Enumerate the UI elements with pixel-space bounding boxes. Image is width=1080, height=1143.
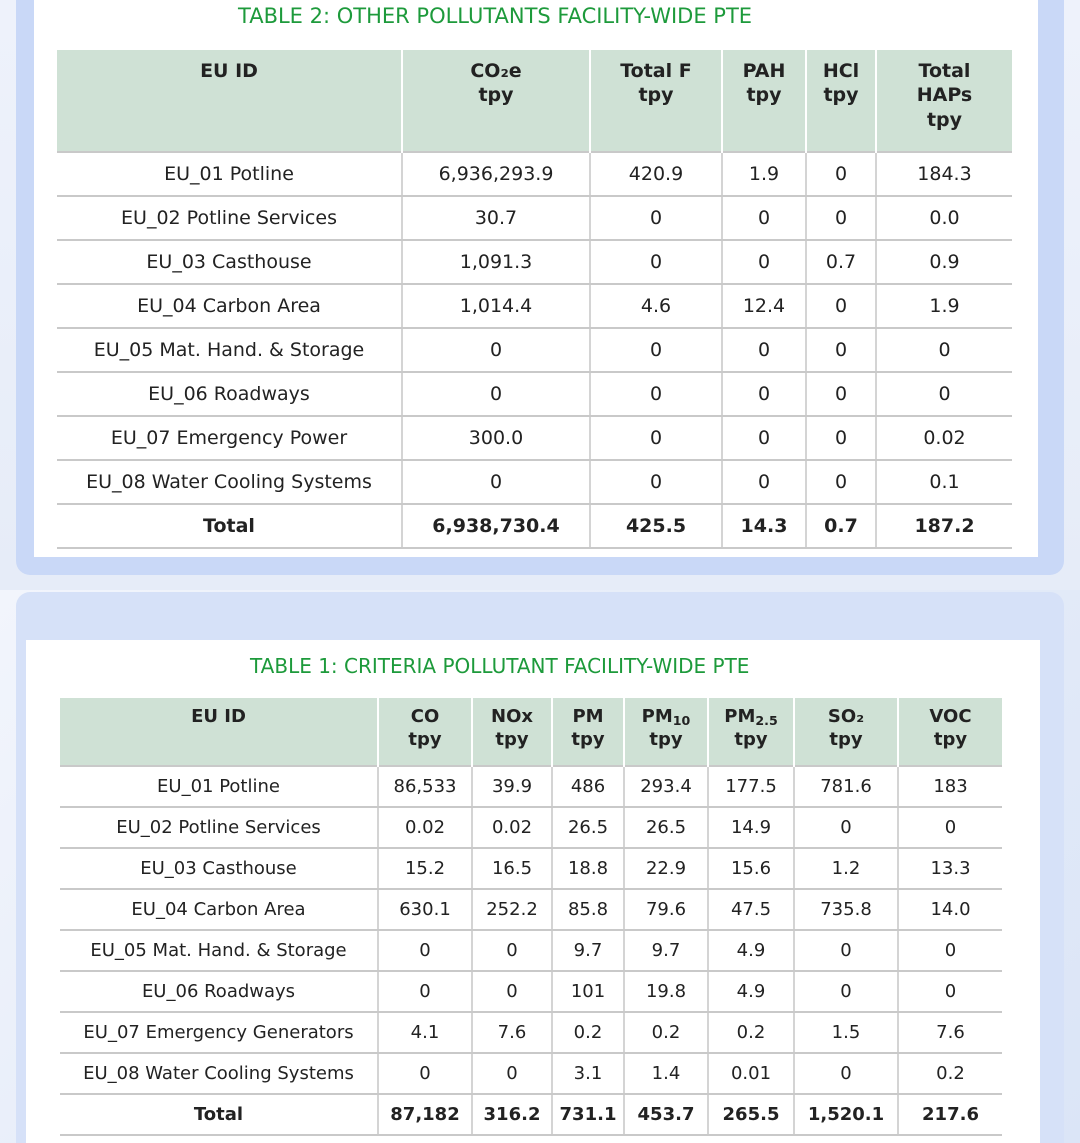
table-row: EU_03 Casthouse 15.2 16.5 18.8 22.9 15.6 1.2 13.3 xyxy=(60,848,1002,889)
table-row: EU_08 Water Cooling Systems 0 0 3.1 1.4 0.01 0 0.2 xyxy=(60,1053,1002,1094)
table-row: EU_07 Emergency Generators 4.1 7.6 0.2 0.2 0.2 1.5 7.6 xyxy=(60,1012,1002,1053)
table1-header-so2: SO₂ tpy xyxy=(794,698,898,766)
table1-total-row: Total 87,182 316.2 731.1 453.7 265.5 1,520.1 217.6 xyxy=(60,1094,1002,1135)
table2-header-eu-id: EU ID xyxy=(57,50,402,152)
table1-title: TABLE 1: CRITERIA POLLUTANT FACILITY-WIDE PTE xyxy=(250,654,750,678)
table1-header-co: CO tpy xyxy=(378,698,472,766)
table2-total-row: Total 6,938,730.4 425.5 14.3 0.7 187.2 xyxy=(57,504,1012,548)
table-row: EU_06 Roadways 0 0 101 19.8 4.9 0 0 xyxy=(60,971,1002,1012)
table-row: EU_02 Potline Services 0.02 0.02 26.5 26.5 14.9 0 0 xyxy=(60,807,1002,848)
table2-title: TABLE 2: OTHER POLLUTANTS FACILITY-WIDE PTE xyxy=(238,4,753,28)
table2-header-hcl: HCl tpy xyxy=(806,50,876,152)
table-row: EU_08 Water Cooling Systems 0 0 0 0 0.1 xyxy=(57,460,1012,504)
table-row: EU_07 Emergency Power 300.0 0 0 0 0.02 xyxy=(57,416,1012,460)
table-row: EU_05 Mat. Hand. & Storage 0 0 0 0 0 xyxy=(57,328,1012,372)
table1-header-nox: NOx tpy xyxy=(472,698,552,766)
table1-criteria-pollutants xyxy=(60,698,1002,1136)
table-row: EU_01 Potline 6,936,293.9 420.9 1.9 0 184.3 xyxy=(57,152,1012,196)
table1-header-voc: VOC tpy xyxy=(898,698,1002,766)
table2-header-co2e: CO₂e tpy xyxy=(402,50,590,152)
table-row: EU_04 Carbon Area 630.1 252.2 85.8 79.6 47.5 735.8 14.0 xyxy=(60,889,1002,930)
table-row: EU_03 Casthouse 1,091.3 0 0 0.7 0.9 xyxy=(57,240,1012,284)
table1-header-pm25: $PM_{2.5}$ tpy xyxy=(708,698,794,766)
table-row: EU_05 Mat. Hand. & Storage 0 0 9.7 9.7 4.9 0 0 xyxy=(60,930,1002,971)
table2-header-total-haps: Total HAPs tpy xyxy=(876,50,1012,152)
table2-header-total-f: Total F tpy xyxy=(590,50,722,152)
table2-header-row xyxy=(57,50,1012,152)
table2-header-pah: PAH tpy xyxy=(722,50,806,152)
table-row: EU_01 Potline 86,533 39.9 486 293.4 177.5 781.6 183 xyxy=(60,766,1002,807)
table-row: EU_02 Potline Services 30.7 0 0 0 0.0 xyxy=(57,196,1012,240)
table1-header-pm: PM tpy xyxy=(552,698,624,766)
table1-header-pm10: $PM_{10}$ tpy xyxy=(624,698,708,766)
table2-other-pollutants xyxy=(57,50,1012,549)
table-row: EU_06 Roadways 0 0 0 0 0 xyxy=(57,372,1012,416)
table-row: EU_04 Carbon Area 1,014.4 4.6 12.4 0 1.9 xyxy=(57,284,1012,328)
table1-header-eu-id: EU ID xyxy=(60,698,378,766)
table1-header-row xyxy=(60,698,1002,766)
